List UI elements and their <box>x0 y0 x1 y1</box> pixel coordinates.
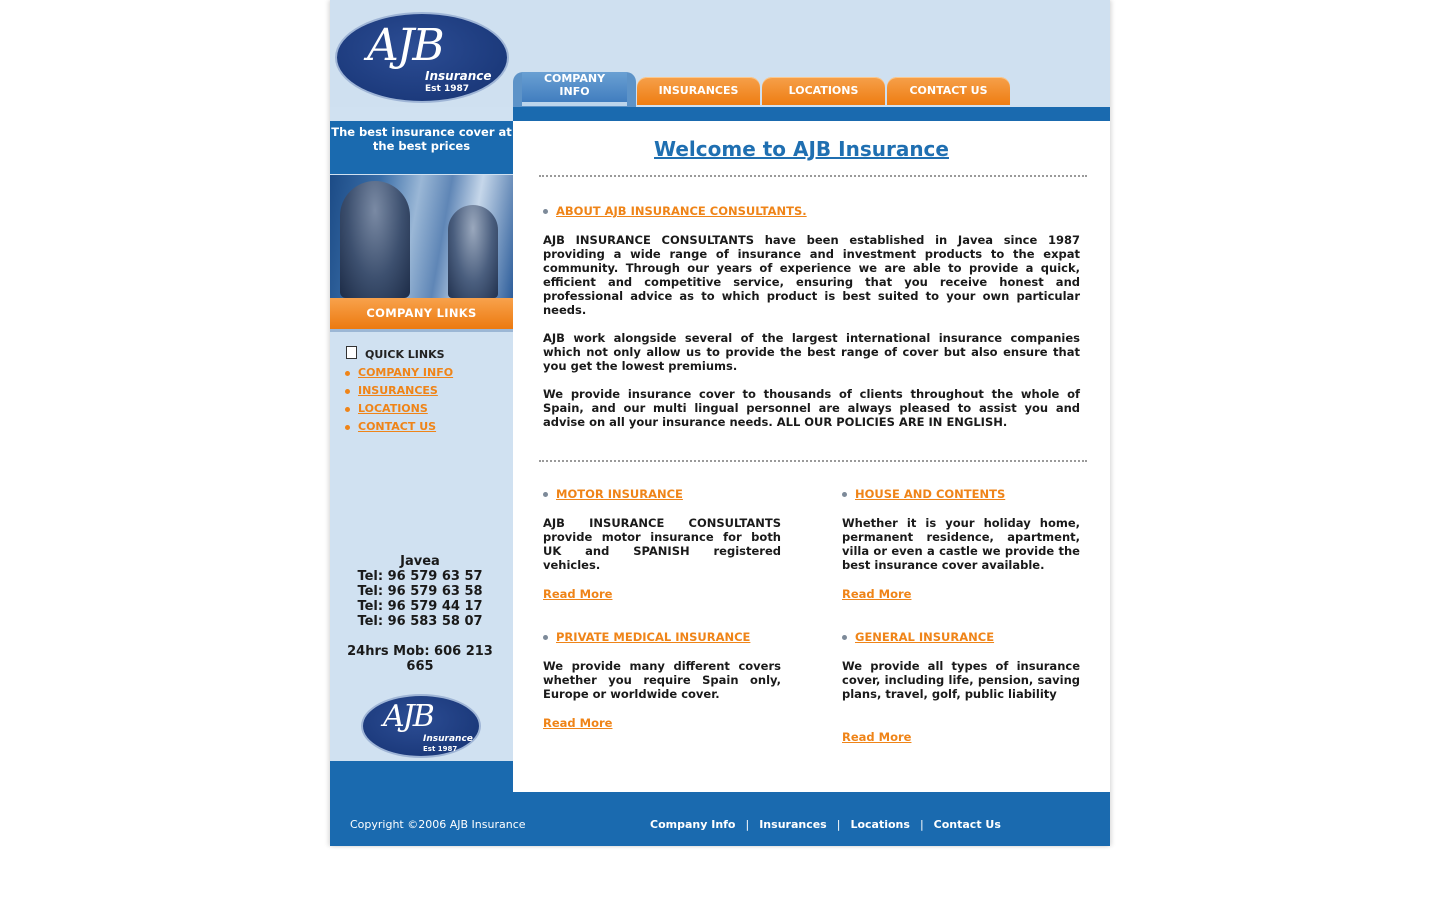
contact-phone: Tel: 96 579 63 58 <box>357 584 483 599</box>
bullet-icon <box>543 635 548 640</box>
quick-links-list <box>345 366 453 438</box>
bullet-icon <box>842 492 847 497</box>
footer-link-locations[interactable]: Locations <box>850 818 910 831</box>
logo-est: Est 1987 <box>425 84 469 94</box>
contact-phone: Tel: 96 579 63 57 <box>357 569 483 584</box>
quick-links-heading <box>346 346 445 361</box>
page <box>330 0 1110 846</box>
active-tab-indicator <box>522 102 627 106</box>
list-item <box>345 384 453 402</box>
footer <box>330 792 1110 846</box>
contact-phone: Tel: 96 579 44 17 <box>357 599 483 614</box>
logo-mark: AJB <box>367 20 443 71</box>
motor-read-more-link[interactable]: Read More <box>543 587 613 601</box>
house-heading <box>842 487 1005 501</box>
about-heading <box>543 204 807 218</box>
footer-link-insurances[interactable]: Insurances <box>759 818 827 831</box>
tab-company-info-label: COMPANY INFO <box>543 72 606 98</box>
footer-link-contact-us[interactable]: Contact Us <box>933 818 1001 831</box>
house-read-more-link[interactable]: Read More <box>842 587 912 601</box>
general-read-more-link[interactable]: Read More <box>842 730 912 744</box>
tagline: The best insurance cover at the best prices <box>330 121 513 174</box>
list-item <box>345 420 453 438</box>
general-insurance-link[interactable]: GENERAL INSURANCE <box>855 630 995 644</box>
bullet-icon <box>543 209 548 214</box>
quick-link-insurances[interactable]: INSURANCES <box>358 384 438 397</box>
tab-locations[interactable]: LOCATIONS <box>762 77 885 105</box>
contact-town: Javea <box>400 554 440 569</box>
medical-insurance-link[interactable]: PRIVATE MEDICAL INSURANCE <box>556 630 751 644</box>
medical-read-more-link[interactable]: Read More <box>543 716 613 730</box>
about-paragraph: AJB work alongside several of the largest international insurance companies which not only allow us to provide the best range of cover but also ensure that you get the lowest premiums. <box>543 331 1080 373</box>
footer-links <box>650 818 1001 831</box>
footer-link-company-info[interactable]: Company Info <box>650 818 736 831</box>
person-figure <box>448 205 498 298</box>
logo-mark: AJB <box>383 699 433 734</box>
person-figure <box>340 181 410 298</box>
tab-insurances[interactable]: INSURANCES <box>637 77 760 105</box>
about-paragraph: AJB INSURANCE CONSULTANTS have been established in Javea since 1987 providing a wide range of insurance and investment products to the expat community. Through our years of experience we are able to provide a quick, efficient and competitive service, ensuring that you receive honest and professional advice as to which product is best suited to your own particular needs. <box>543 233 1080 317</box>
tab-contact-us[interactable]: CONTACT US <box>887 77 1010 105</box>
separator: | <box>836 818 841 831</box>
separator: | <box>919 818 924 831</box>
main-content <box>513 121 1110 792</box>
contact-mobile: 24hrs Mob: 606 213 665 <box>347 644 493 674</box>
tab-company-info[interactable] <box>513 72 636 107</box>
logo[interactable] <box>335 12 509 103</box>
motor-heading <box>543 487 683 501</box>
bullet-icon <box>543 492 548 497</box>
medical-heading <box>543 630 750 644</box>
divider <box>539 460 1087 462</box>
divider <box>539 175 1087 177</box>
house-text: Whether it is your holiday home, permanent residence, apartment, villa or even a castle we provide the best insurance cover available. <box>842 516 1080 572</box>
about-paragraph: We provide insurance cover to thousands of clients throughout the whole of Spain, and our multi lingual personnel are always pleased to assist you and advise on all your insurance needs. ALL OUR POLICIES ARE IN ENGLISH. <box>543 387 1080 429</box>
bullet-icon <box>842 635 847 640</box>
medical-text: We provide many different covers whether you require Spain only, Europe or worldwide cover. <box>543 659 781 701</box>
header <box>330 0 1110 107</box>
business-photo <box>330 175 513 298</box>
bullet-icon <box>345 371 350 376</box>
quick-link-locations[interactable]: LOCATIONS <box>358 402 428 415</box>
logo-small <box>361 694 481 758</box>
quick-links-title: QUICK LINKS <box>365 348 445 361</box>
general-text: We provide all types of insurance cover, including life, pension, saving plans, travel, golf, public liability <box>842 659 1080 701</box>
bullet-icon <box>345 425 350 430</box>
sidebar-footer-band <box>330 761 513 792</box>
motor-text: AJB INSURANCE CONSULTANTS provide motor insurance for both UK and SPANISH registered vehicles. <box>543 516 781 572</box>
page-title[interactable]: Welcome to AJB Insurance <box>654 137 949 161</box>
logo-word: Insurance <box>425 69 492 83</box>
bullet-icon <box>345 389 350 394</box>
copyright: Copyright ©2006 AJB Insurance <box>350 818 526 831</box>
quick-link-contact-us[interactable]: CONTACT US <box>358 420 437 433</box>
logo-word: Insurance <box>423 734 473 744</box>
document-icon <box>346 346 357 359</box>
contact-block <box>330 554 510 674</box>
quick-link-company-info[interactable]: COMPANY INFO <box>358 366 454 379</box>
company-links-heading: COMPANY LINKS <box>330 298 513 332</box>
contact-phone: Tel: 96 583 58 07 <box>357 614 483 629</box>
logo-est: Est 1987 <box>423 745 458 753</box>
motor-insurance-link[interactable]: MOTOR INSURANCE <box>556 487 683 501</box>
list-item <box>345 366 453 384</box>
separator: | <box>745 818 750 831</box>
bullet-icon <box>345 407 350 412</box>
house-contents-link[interactable]: HOUSE AND CONTENTS <box>855 487 1006 501</box>
sidebar <box>330 107 513 792</box>
general-heading <box>842 630 994 644</box>
about-link[interactable]: ABOUT AJB INSURANCE CONSULTANTS. <box>556 204 807 218</box>
list-item <box>345 402 453 420</box>
